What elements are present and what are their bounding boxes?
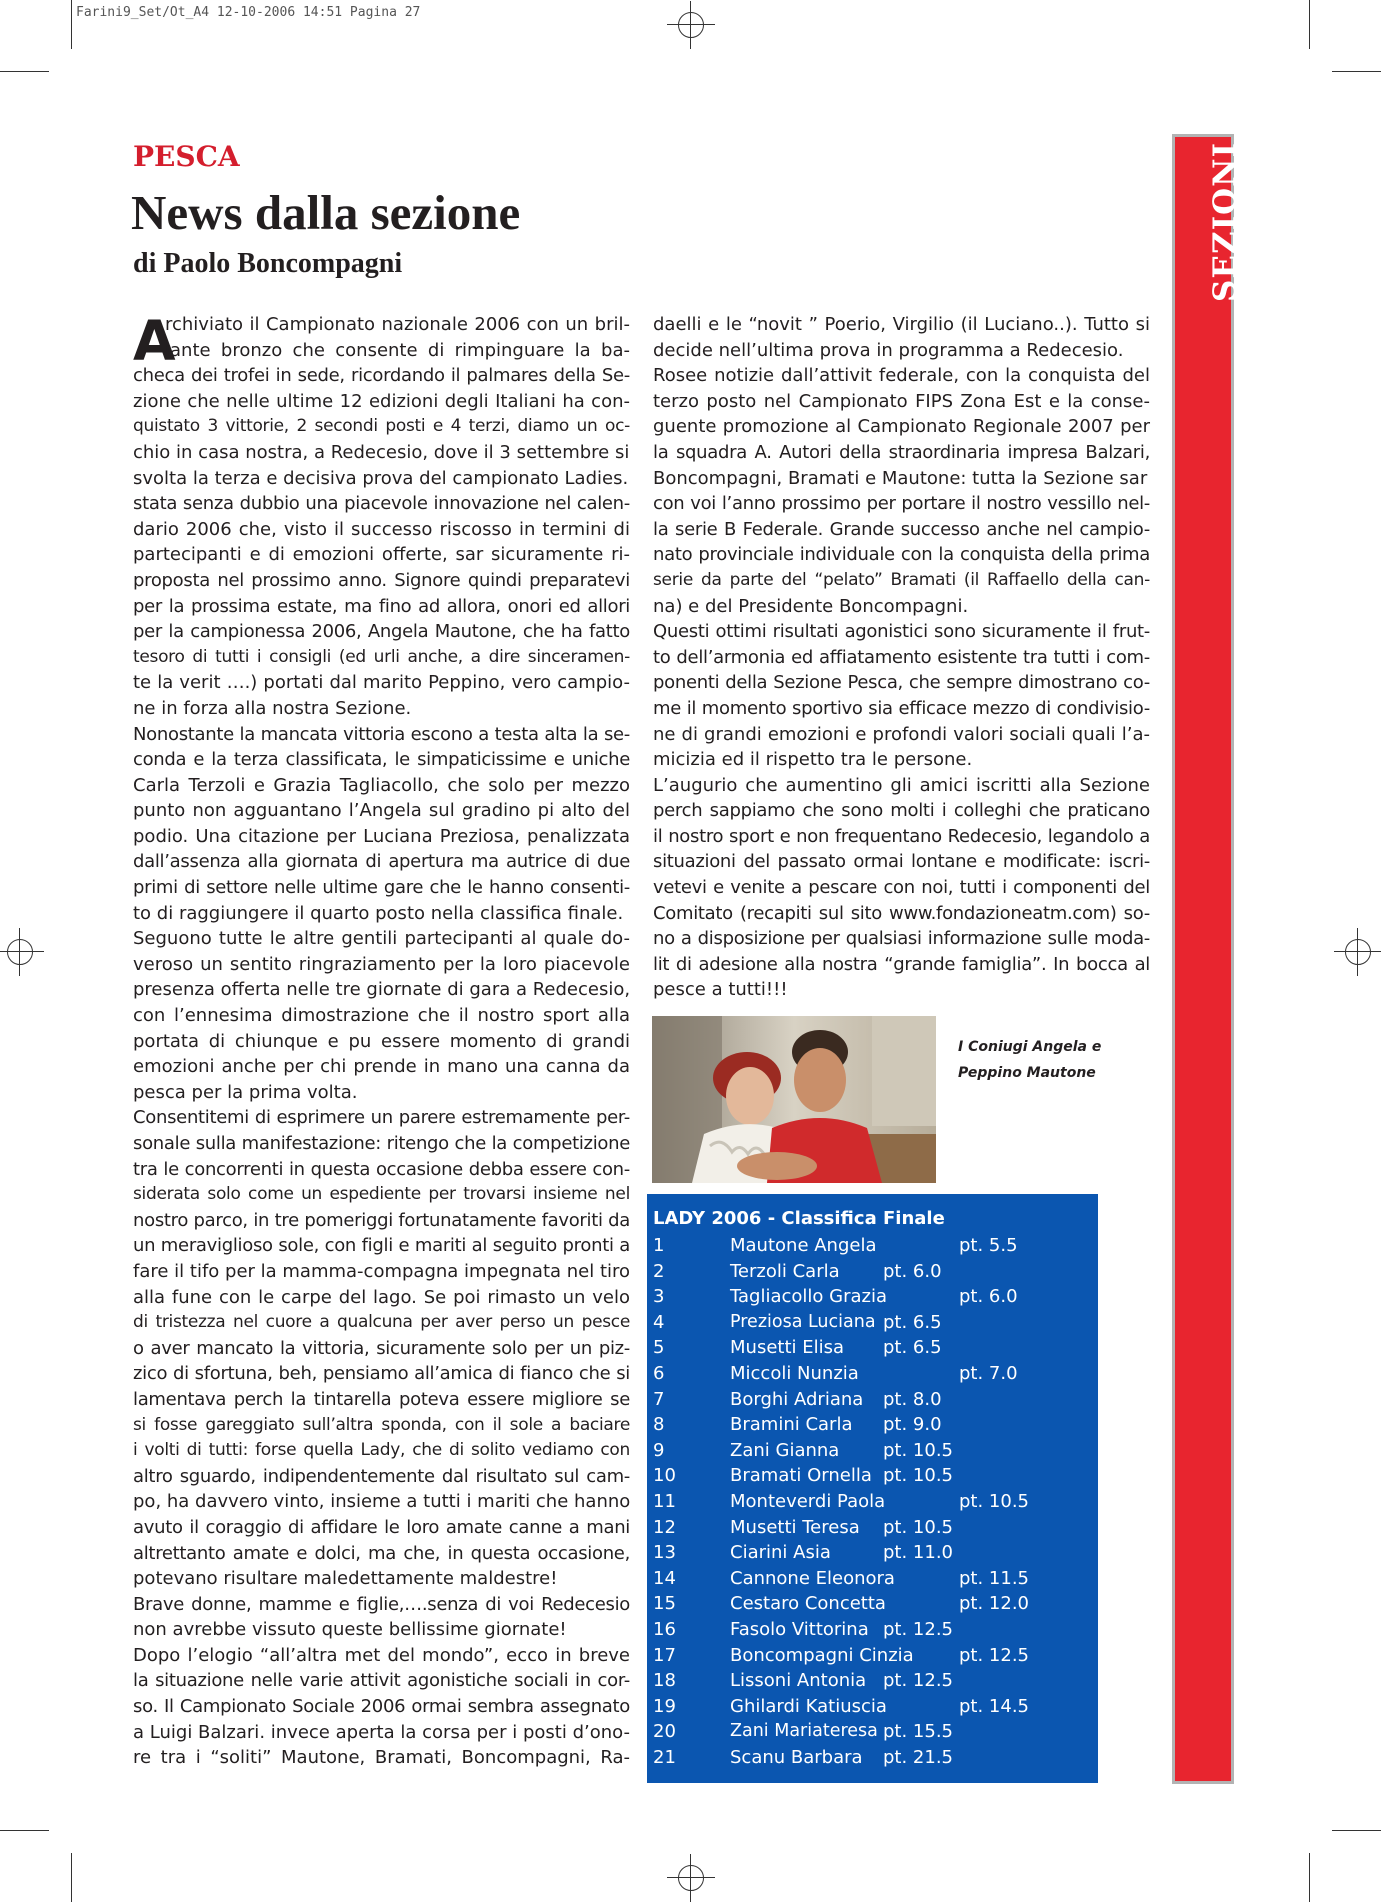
text-line: nato provinciale individuale con la conquista della prima — [653, 544, 1150, 566]
text-line: terzo posto nel Campionato FIPS Zona Est e la conse- — [653, 390, 1150, 412]
text-line: con l’ennesima dimostrazione che il nostro sport alla — [133, 1005, 630, 1027]
crop-mark — [71, 1853, 72, 1902]
text-line: perch sappiamo che sono molti i colleghi che praticano — [653, 800, 1150, 822]
ranking-points: pt. 9.0 — [883, 1414, 942, 1436]
ranking-row — [653, 1643, 1098, 1669]
ranking-row — [653, 1745, 1098, 1771]
ranking-points: pt. 11.5 — [959, 1567, 1030, 1589]
text-line: serie da parte del “pelato” Bramati (il Raffaello della can- — [653, 569, 1150, 590]
ranking-points: pt. 10.5 — [883, 1516, 954, 1538]
ranking-points: pt. 12.5 — [959, 1644, 1030, 1666]
ranking-position: 1 — [653, 1235, 665, 1256]
text-line: per la prossima estate, ma fino ad allora, onori ed allori — [133, 595, 630, 617]
ranking-row — [653, 1489, 1098, 1515]
registration-mark-top — [667, 1, 715, 49]
crop-mark — [1332, 71, 1381, 72]
text-line: rchiviato il Campionato nazionale 2006 con un bril- — [165, 314, 630, 335]
text-line: situazioni del passato ormai lontane e modificate: iscri- — [653, 851, 1150, 873]
text-line: Boncompagni, Bramati e Mautone: tutta la Sezione sar — [653, 467, 1148, 489]
ranking-points: pt. 11.0 — [883, 1542, 954, 1564]
text-line: punto non agguantano l’Angela sul gradino pi alto del — [133, 800, 630, 822]
ranking-row — [653, 1233, 1098, 1259]
text-line: Consentitemi di esprimere un parere estremamente per- — [133, 1107, 630, 1129]
ranking-position: 14 — [653, 1567, 676, 1589]
text-line: Questi ottimi risultati agonistici sono sicuramente il frut- — [653, 621, 1150, 643]
ranking-row — [653, 1591, 1098, 1617]
ranking-points: pt. 6.0 — [883, 1260, 942, 1282]
caption-line: I Coniugi Angela e — [958, 1039, 1102, 1055]
ranking-name: Musetti Elisa — [730, 1337, 845, 1359]
text-line: zico di sfortuna, beh, pensiamo all’amica di fianco che si — [133, 1363, 630, 1385]
ranking-row — [653, 1719, 1098, 1745]
ranking-title: LADY 2006 - Classifica Finale — [653, 1208, 945, 1229]
text-line: a Luigi Balzari. invece aperta la corsa per i posti d’ono- — [133, 1721, 630, 1743]
ranking-row — [653, 1387, 1098, 1413]
text-line: Carla Terzoli e Grazia Tagliacollo, che solo per mezzo — [133, 774, 630, 796]
text-line: portata di chiunque e pu essere momento di grandi — [133, 1030, 630, 1052]
ranking-points: pt. 8.0 — [883, 1388, 942, 1410]
ranking-row — [653, 1259, 1098, 1285]
text-line: ponenti della Sezione Pesca, che sempre dimostrano co- — [653, 672, 1150, 694]
ranking-name: Cestaro Concetta — [730, 1593, 886, 1615]
ranking-row — [653, 1540, 1098, 1566]
text-line: Brave donne, mamme e figlie,….senza di voi Redecesio — [133, 1593, 630, 1615]
ranking-position: 17 — [653, 1644, 676, 1666]
ranking-position: 15 — [653, 1593, 676, 1615]
ranking-name: Borghi Adriana — [730, 1388, 864, 1410]
ranking-position: 5 — [653, 1337, 665, 1359]
ranking-row — [653, 1617, 1098, 1643]
ranking-row — [653, 1668, 1098, 1694]
text-line: so. Il Campionato Sociale 2006 ormai sembra assegnato — [133, 1696, 630, 1718]
crop-mark — [0, 71, 49, 72]
text-line: dall’assenza alla giornata di apertura ma autrice di due — [133, 851, 630, 873]
caption-line: Peppino Mautone — [958, 1065, 1096, 1081]
ranking-position: 2 — [653, 1260, 665, 1282]
text-line: quistato 3 vittorie, 2 secondi posti e 4 terzi, diamo un oc- — [133, 416, 630, 437]
ranking-points: pt. 15.5 — [883, 1721, 954, 1743]
article-column-2 — [653, 312, 1150, 1003]
registration-mark-right — [1334, 928, 1381, 976]
ranking-row — [653, 1335, 1098, 1361]
ranking-name: Zani Gianna — [730, 1439, 840, 1461]
registration-mark-left — [0, 928, 44, 976]
crop-mark — [1309, 1853, 1310, 1902]
text-line: guente promozione al Campionato Regionale 2007 per — [653, 416, 1150, 438]
text-line: podio. Una citazione per Luciana Preziosa, penalizzata — [133, 825, 630, 847]
text-line: presenza offerta nelle tre giornate di gara a Redecesio, — [133, 979, 631, 1001]
text-line: zione che nelle ultime 12 edizioni degli Italiani ha con- — [133, 390, 630, 412]
text-line: con voi l’anno prossimo per portare il nostro vessillo nel- — [653, 493, 1150, 515]
text-line: chio in casa nostra, a Redecesio, dove il 3 settembre si — [133, 441, 630, 463]
ranking-name: Fasolo Vittorina — [730, 1618, 869, 1640]
ranking-points: pt. 6.0 — [959, 1286, 1018, 1308]
ranking-name: Boncompagni Cinzia — [730, 1644, 914, 1666]
ranking-points: pt. 12.5 — [883, 1618, 954, 1640]
text-line: daelli e le “novit ” Poerio, Virgilio (il Luciano..). Tutto si — [653, 314, 1150, 335]
text-line: altro sguardo, indipendentemente dal risultato sul cam- — [133, 1465, 630, 1487]
text-line: lante bronzo che consente di rimpinguare la ba- — [165, 339, 630, 361]
crop-mark — [0, 1830, 49, 1831]
ranking-position: 16 — [653, 1618, 676, 1640]
ranking-box — [647, 1194, 1098, 1783]
section-sidebar — [1172, 134, 1234, 1784]
text-line: di tristezza nel cuore a qualcuna per aver perso un pesce — [133, 1312, 630, 1333]
ranking-position: 3 — [653, 1286, 665, 1308]
ranking-points: pt. 10.5 — [883, 1465, 954, 1487]
section-label: PESCA — [133, 140, 240, 173]
ranking-name: Terzoli Carla — [730, 1260, 840, 1282]
ranking-name: Preziosa Luciana — [730, 1311, 876, 1332]
text-line: si fosse gareggiato sull’altra sponda, con il sole a baciare — [133, 1414, 630, 1435]
ranking-row — [653, 1361, 1098, 1387]
ranking-row — [653, 1463, 1098, 1489]
text-line: tesoro di tutti i consigli (ed urli anche, a dire sinceramen- — [133, 646, 630, 667]
crop-mark — [1309, 0, 1310, 49]
crop-mark — [71, 0, 72, 49]
text-line: vetevi e venite a pescare con noi, tutti i componenti del — [653, 877, 1150, 899]
ranking-position: 7 — [653, 1388, 665, 1410]
ranking-points: pt. 6.5 — [883, 1311, 942, 1333]
text-line: te la verit ….) portati dal marito Peppino, vero campio- — [133, 672, 630, 694]
text-line: me il momento sportivo sia efficace mezzo di condivisio- — [653, 697, 1150, 719]
ranking-position: 20 — [653, 1721, 676, 1743]
text-line: conda e la terza classificata, le simpaticissime e uniche — [133, 749, 630, 771]
text-line: primi di settore nelle ultime gare che le hanno consenti- — [133, 877, 630, 899]
ranking-position: 21 — [653, 1746, 676, 1768]
text-line: po, ha davvero vinto, insieme a tutti i mariti che hanno — [133, 1491, 631, 1513]
ranking-name: Monteverdi Paola — [730, 1490, 886, 1512]
ranking-position: 4 — [653, 1311, 665, 1333]
ranking-name: Bramati Ornella — [730, 1465, 872, 1487]
article-column-1 — [133, 309, 631, 1771]
text-line: altrettanto amate e dolci, ma che, in questa occasione, — [133, 1542, 630, 1564]
text-line: Seguono tutte le altre gentili partecipanti al quale do- — [133, 928, 630, 950]
ranking-points: pt. 5.5 — [959, 1235, 1018, 1256]
text-line: Comitato (recapiti sul sito www.fondazioneatm.com) so- — [653, 902, 1150, 924]
ranking-name: Tagliacollo Grazia — [730, 1286, 888, 1308]
ranking-position: 9 — [653, 1439, 665, 1461]
ranking-position: 10 — [653, 1465, 676, 1487]
ranking-row — [653, 1310, 1098, 1336]
drop-cap: A — [133, 309, 176, 373]
ranking-points: pt. 6.5 — [883, 1337, 942, 1359]
text-line: Nonostante la mancata vittoria escono a testa alta la se- — [133, 723, 630, 745]
ranking-points: pt. 14.5 — [959, 1695, 1030, 1717]
ranking-name: Lissoni Antonia — [730, 1670, 867, 1692]
text-line: un meraviglioso sole, con figli e mariti al seguito pronti a — [133, 1235, 630, 1257]
text-line: decide nell’ultima prova in programma a Redecesio. — [653, 339, 1124, 361]
ranking-row — [653, 1515, 1098, 1541]
text-line: to dell’armonia ed affiatamento esistente tra tutti i com- — [653, 646, 1150, 668]
text-line: L’augurio che aumentino gli amici iscritti alla Sezione — [653, 774, 1150, 796]
text-line: non avrebbe vissuto queste bellissime giornate! — [133, 1619, 567, 1641]
text-line: veroso un sentito ringraziamento per la loro piacevole — [133, 953, 630, 975]
text-line: proposta nel prossimo anno. Signore quindi preparatevi — [133, 569, 630, 591]
text-line: dario 2006 che, visto il successo riscosso in termini di — [133, 518, 630, 540]
text-line: micizia ed il rispetto tra le persone. — [653, 749, 973, 771]
text-line: la serie B Federale. Grande successo anche nel campio- — [653, 518, 1150, 540]
text-line: siderata solo come un espediente per trovarsi insieme nel — [133, 1184, 630, 1205]
ranking-row — [653, 1412, 1098, 1438]
text-line: na) e del Presidente Boncompagni. — [653, 595, 969, 617]
text-line: pesca per la prima volta. — [133, 1081, 358, 1103]
ranking-position: 11 — [653, 1490, 676, 1512]
crop-mark — [1332, 1830, 1381, 1831]
text-line: sonale sulla manifestazione: ritengo che la competizione — [133, 1133, 630, 1154]
text-line: la situazione nelle varie attivit agonistiche sociali in cor- — [133, 1670, 630, 1692]
ranking-position: 19 — [653, 1695, 676, 1717]
couple-photo — [652, 1016, 936, 1183]
ranking-position: 12 — [653, 1516, 676, 1538]
text-line: potevano risultare maledettamente maldestre! — [133, 1568, 558, 1590]
ranking-row — [653, 1284, 1098, 1310]
ranking-row — [653, 1694, 1098, 1720]
text-line: emozioni anche per chi prende in mano una canna da — [133, 1056, 630, 1078]
text-line: ne in forza alla nostra Sezione. — [133, 697, 412, 719]
text-line: Rosee notizie dall’attivit federale, con la conquista del — [653, 365, 1150, 387]
text-line: per la campionessa 2006, Angela Mautone, che ha fatto — [133, 621, 630, 643]
text-line: avuto il coraggio di affidare le loro amate canne a mani — [133, 1516, 630, 1538]
text-line: o aver mancato la vittoria, sicuramente solo per un piz- — [133, 1337, 630, 1359]
photo-caption — [958, 1034, 1101, 1086]
ranking-points: pt. 10.5 — [959, 1490, 1030, 1512]
text-line: la squadra A. Autori della straordinaria impresa Balzari, — [653, 441, 1150, 463]
text-line: lamentava perch la tintarella poteva essere migliore se — [133, 1388, 630, 1410]
text-line: stata senza dubbio una piacevole innovazione nel calen- — [133, 493, 630, 515]
ranking-row — [653, 1438, 1098, 1464]
text-line: Dopo l’elogio “all’altra met del mondo”, ecco in breve — [133, 1644, 630, 1666]
text-line: no a disposizione per qualsiasi informazione sulle moda- — [653, 928, 1150, 950]
text-line: re tra i “soliti” Mautone, Bramati, Boncompagni, Ra- — [133, 1747, 630, 1769]
ranking-name: Miccoli Nunzia — [730, 1362, 859, 1384]
text-line: tra le concorrenti in questa occasione debba essere con- — [133, 1158, 630, 1180]
ranking-points: pt. 12.5 — [883, 1670, 954, 1692]
text-line: partecipanti e di emozioni offerte, sar sicuramente ri- — [133, 544, 630, 566]
ranking-list — [653, 1233, 1098, 1770]
ranking-name: Cannone Eleonora — [730, 1567, 895, 1589]
text-line: nostro parco, in tre pomeriggi fortunatamente favoriti da — [133, 1209, 630, 1231]
text-line: fare il tifo per la mamma-compagna impegnata nel tiro — [133, 1260, 631, 1282]
article-byline: di Paolo Boncompagni — [133, 248, 403, 279]
text-line: i volti di tutti: forse quella Lady, che di solito vediamo con — [133, 1440, 630, 1461]
print-slug: Farini9_Set/Ot_A4 12-10-2006 14:51 Pagina 27 — [76, 5, 421, 20]
ranking-position: 18 — [653, 1670, 676, 1692]
sidebar-label: SEZIONI — [1207, 142, 1243, 302]
ranking-row — [653, 1566, 1098, 1592]
ranking-name: Scanu Barbara — [730, 1746, 863, 1768]
ranking-name: Ghilardi Katiuscia — [730, 1695, 887, 1717]
ranking-position: 8 — [653, 1414, 665, 1436]
text-line: alla fune con le carpe del lago. Se poi rimasto un velo — [133, 1286, 630, 1308]
ranking-points: pt. 21.5 — [883, 1746, 954, 1768]
text-line: il nostro sport e non frequentano Redecesio, legandolo a — [653, 825, 1150, 847]
ranking-points: pt. 12.0 — [959, 1593, 1030, 1615]
ranking-position: 13 — [653, 1542, 676, 1564]
ranking-points: pt. 7.0 — [959, 1362, 1018, 1384]
text-line: checa dei trofei in sede, ricordando il palmares della Se- — [133, 365, 630, 387]
article-headline: News dalla sezione — [131, 185, 521, 240]
ranking-name: Mautone Angela — [730, 1235, 877, 1256]
ranking-name: Bramini Carla — [730, 1414, 853, 1436]
ranking-name: Ciarini Asia — [730, 1542, 831, 1564]
ranking-position: 6 — [653, 1362, 665, 1384]
text-line: pesce a tutti!!! — [653, 979, 788, 1001]
text-line: ne di grandi emozioni e profondi valori sociali quali l’a- — [653, 723, 1150, 745]
ranking-points: pt. 10.5 — [883, 1439, 954, 1461]
text-line: svolta la terza e decisiva prova del campionato Ladies. — [133, 467, 629, 489]
ranking-name: Musetti Teresa — [730, 1516, 860, 1538]
ranking-name: Zani Mariateresa — [730, 1721, 878, 1742]
text-line: to di raggiungere il quarto posto nella classifica finale. — [133, 902, 624, 924]
registration-mark-bottom — [667, 1854, 715, 1902]
text-line: lit di adesione alla nostra “grande famiglia”. In bocca al — [653, 953, 1150, 975]
